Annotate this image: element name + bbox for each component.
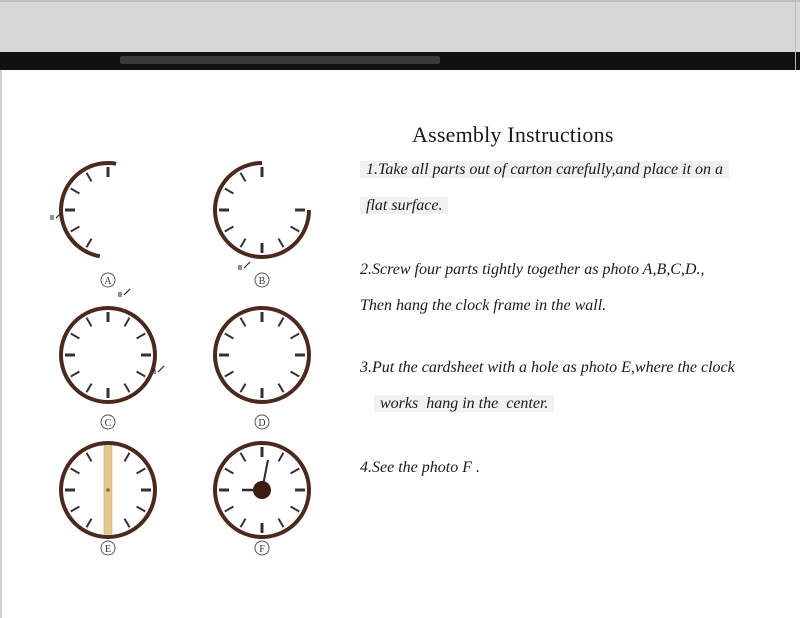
left-border <box>0 70 2 618</box>
numeral-mark <box>125 453 130 462</box>
numeral-mark <box>225 189 234 194</box>
numeral-mark <box>125 519 130 528</box>
numeral-mark <box>225 227 234 232</box>
numeral-mark <box>87 318 92 327</box>
clock-photo-d <box>215 308 309 429</box>
right-border <box>795 0 796 70</box>
step-4 <box>360 450 800 486</box>
step-2-line-2: Then hang the clock frame in the wall. <box>360 297 607 314</box>
clock-photo-c <box>61 308 155 429</box>
photo-label: D <box>258 418 266 429</box>
step-2 <box>360 252 800 324</box>
step-3-line-2: works hang in the center. <box>374 395 554 412</box>
numeral-mark <box>137 507 146 512</box>
numeral-mark <box>241 318 246 327</box>
clock-photo-f <box>215 443 309 555</box>
clock-photo-b <box>215 163 309 287</box>
step-2-line-1: 2.Screw four parts tightly together as photo A,B,C,D., <box>360 261 705 278</box>
step-1-line-2: flat surface. <box>360 197 448 214</box>
step-3-line-1: 3.Put the cardsheet with a hole as photo E,where the clock <box>360 359 735 376</box>
numeral-mark <box>71 189 80 194</box>
numeral-mark <box>137 372 146 377</box>
blurred-text <box>120 56 440 64</box>
numeral-mark <box>291 372 300 377</box>
photo-label: B <box>258 276 266 287</box>
numeral-mark <box>291 227 300 232</box>
numeral-mark <box>71 227 80 232</box>
numeral-mark <box>279 384 284 393</box>
top-band <box>0 0 800 53</box>
screw-line <box>158 366 164 372</box>
numeral-mark <box>87 384 92 393</box>
screw-line <box>244 262 250 268</box>
numeral-mark <box>71 469 80 474</box>
numeral-mark <box>241 519 246 528</box>
numeral-mark <box>291 334 300 339</box>
numeral-mark <box>279 318 284 327</box>
numeral-mark <box>71 507 80 512</box>
clock-photo-a <box>61 163 116 287</box>
clock-frame-segment <box>215 163 309 257</box>
screw-mark <box>119 289 130 297</box>
numeral-mark <box>87 519 92 528</box>
clock-movement <box>253 481 271 499</box>
screw-mark <box>239 262 250 270</box>
numeral-mark <box>291 507 300 512</box>
numeral-mark <box>125 318 130 327</box>
numeral-mark <box>87 173 92 182</box>
numeral-mark <box>137 334 146 339</box>
photo-label: E <box>104 544 112 555</box>
step-4-line-1: 4.See the photo F . <box>360 459 480 476</box>
photo-label: A <box>104 276 112 287</box>
photo-label: F <box>259 544 265 555</box>
page-title: Assembly Instructions <box>412 122 614 147</box>
step-1-line-1: 1.Take all parts out of carton carefully,and place it on a <box>360 161 729 178</box>
numeral-mark <box>279 453 284 462</box>
numeral-mark <box>241 384 246 393</box>
clock-frame <box>215 308 309 402</box>
clock-photos <box>40 150 320 570</box>
screw-line <box>124 289 130 295</box>
numeral-mark <box>71 334 80 339</box>
step-3 <box>360 350 800 422</box>
dark-bar <box>0 52 800 70</box>
numeral-mark <box>279 239 284 248</box>
numeral-mark <box>87 239 92 248</box>
numeral-mark <box>241 173 246 182</box>
numeral-mark <box>279 519 284 528</box>
clock-frame <box>61 308 155 402</box>
numeral-mark <box>291 469 300 474</box>
numeral-mark <box>225 334 234 339</box>
numeral-mark <box>225 507 234 512</box>
step-1 <box>360 152 800 224</box>
numeral-mark <box>225 469 234 474</box>
numeral-mark <box>241 239 246 248</box>
cardsheet-hole <box>106 488 110 492</box>
numeral-mark <box>87 453 92 462</box>
numeral-mark <box>71 372 80 377</box>
numeral-mark <box>125 384 130 393</box>
numeral-mark <box>241 453 246 462</box>
numeral-mark <box>137 469 146 474</box>
numeral-mark <box>225 372 234 377</box>
clock-photo-e <box>61 443 155 555</box>
photo-label: C <box>104 418 112 429</box>
